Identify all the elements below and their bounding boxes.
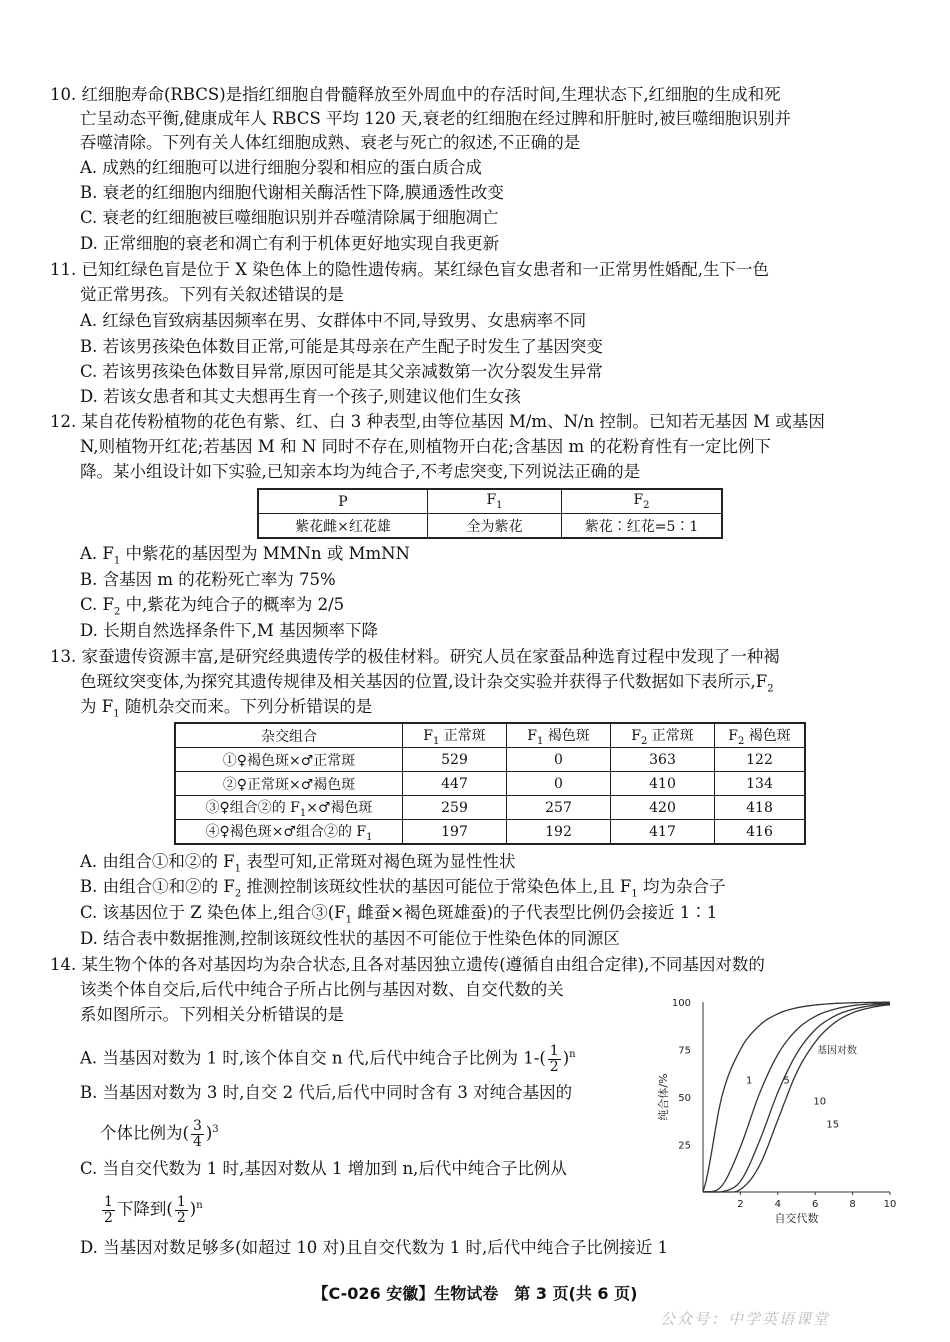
- table-header-cell: $F_1$ 褐色斑: [507, 723, 611, 748]
- table-cell: 259: [403, 796, 507, 820]
- table-cell: 410: [611, 772, 715, 796]
- x-tick-label: 4: [774, 1199, 781, 1210]
- q14-stem-line-2: 该类个体自交后,后代中纯合子所占比例与基因对数、自交代数的关: [80, 980, 564, 999]
- q14-option-c-line-2: $\frac{1}{2}$ 下降到( $\frac{1}{2}$ )$^n$: [104, 1193, 203, 1226]
- x-axis-label: 自交代数: [774, 1212, 819, 1225]
- q13-option-a: A. 由组合①和②的 $F_1$ 表型可知,正常斑对褐色斑为显性性状: [80, 852, 516, 875]
- q14-option-b-line-1: B. 当基因对数为 3 时,自交 2 代后,后代中同时含有 3 对纯合基因的: [80, 1083, 573, 1102]
- table-row: [175, 820, 805, 845]
- series-line-10: [703, 1004, 890, 1192]
- table-row: [175, 748, 805, 772]
- fraction: $\frac{1}{2}$: [104, 1193, 113, 1226]
- chart-labels: [656, 998, 896, 1225]
- y-axis-label: 纯合体/%: [657, 1073, 670, 1121]
- table-header-cell: 杂交组合: [175, 723, 403, 748]
- q10-stem-line-1: 10. 红细胞寿命(RBCS)是指红细胞自骨髓释放至外周血中的存活时间,生理状态下,红细胞的生成和死: [50, 85, 781, 104]
- chart-axes: [703, 1002, 890, 1195]
- table-row: [258, 514, 722, 539]
- q13-option-b: B. 由组合①和②的 $F_2$ 推测控制该斑纹性状的基因可能位于常染色体上,且 $F_1$ 均为杂合子: [80, 877, 726, 900]
- q14-option-c-line-1: C. 当自交代数为 1 时,基因对数从 1 增加到 n,后代中纯合子比例从: [80, 1159, 567, 1178]
- q12-option-d: D. 长期自然选择条件下,M 基因频率下降: [80, 621, 379, 640]
- q10-option-c: C. 衰老的红细胞被巨噬细胞识别并吞噬清除属于细胞凋亡: [80, 208, 499, 227]
- table-header-cell: $F_2$ 褐色斑: [715, 723, 806, 748]
- y-tick-label: 50: [678, 1093, 691, 1104]
- series-line-5: [703, 1003, 890, 1192]
- q10-option-b: B. 衰老的红细胞内细胞代谢相关酶活性下降,膜通透性改变: [80, 183, 504, 202]
- series-label: 15: [826, 1119, 840, 1131]
- q12-option-a: A. $F_1$ 中紫花的基因型为 MMNn 或 MmNN: [80, 544, 410, 567]
- table-row: [175, 772, 805, 796]
- q14-option-d: D. 当基因对数足够多(如超过 10 对)且自交代数为 1 时,后代中纯合子比例接近 1: [80, 1238, 668, 1257]
- x-tick-label: 10: [883, 1199, 897, 1210]
- series-line-15: [703, 1005, 890, 1192]
- fraction: $\frac{3}{4}$: [192, 1117, 202, 1150]
- q12-table: [257, 488, 723, 539]
- table-cell: 紫花雌×红花雄: [258, 514, 428, 539]
- y-tick-label: 100: [671, 998, 691, 1009]
- table-cell: ①♀褐色斑×♂正常斑: [175, 748, 403, 772]
- table-header-cell: $F_1$ 正常斑: [403, 723, 507, 748]
- series-label: 10: [813, 1096, 827, 1108]
- q10-option-d: D. 正常细胞的衰老和凋亡有利于机体更好地实现自我更新: [80, 234, 500, 253]
- q14-stem-line-1: 14. 某生物个体的各对基因均为杂合状态,且各对基因独立遗传(遵循自由组合定律),不同基因对数的: [50, 955, 765, 974]
- table-cell: 192: [507, 820, 611, 845]
- q11-option-b: B. 若该男孩染色体数目正常,可能是其母亲在产生配子时发生了基因突变: [80, 337, 603, 356]
- x-tick-label: 8: [849, 1199, 856, 1210]
- table-cell: 447: [403, 772, 507, 796]
- table-header-row: [175, 723, 805, 748]
- table-cell: 418: [715, 796, 806, 820]
- q12-stem-line-3: 降。某小组设计如下实验,已知亲本均为纯合子,不考虑突变,下列说法正确的是: [80, 462, 641, 481]
- table-cell: ②♀正常斑×♂褐色斑: [175, 772, 403, 796]
- q12-stem-line-1: 12. 某自花传粉植物的花色有紫、红、白 3 种表型,由等位基因 M/m、N/n 控制。已知若无基因 M 或基因: [50, 412, 825, 431]
- table-header-cell: $F_2$ 正常斑: [611, 723, 715, 748]
- q13-option-d: D. 结合表中数据推测,控制该斑纹性状的基因不可能位于性染色体的同源区: [80, 929, 620, 948]
- page-footer: 【C-026 安徽】生物试卷 第 3 页(共 6 页): [312, 1284, 638, 1303]
- q13-stem-line-2: 色斑纹突变体,为探究其遗传规律及相关基因的位置,设计杂交实验并获得子代数据如下表所示$,F_2$: [80, 672, 774, 695]
- q13-option-c: C. 该基因位于 Z 染色体上,组合$③(F_1$ 雌蚕×褐色斑雄蚕)的子代表型比例仍会接近 1∶1: [80, 903, 718, 926]
- table-cell: 197: [403, 820, 507, 845]
- table-cell: 0: [507, 772, 611, 796]
- q12-option-b: B. 含基因 m 的花粉死亡率为 75%: [80, 570, 336, 589]
- table-cell: ③♀组合②的 $F_1\times♂$褐色斑: [175, 796, 403, 820]
- q11-stem-line-1: 11. 已知红绿色盲是位于 X 染色体上的隐性遗传病。某红绿色盲女患者和一正常男性婚配,生下一色: [50, 260, 769, 279]
- q12-option-c: C. $F_2$ 中,紫花为纯合子的概率为 2/5: [80, 595, 345, 618]
- table-cell: 363: [611, 748, 715, 772]
- table-cell: 417: [611, 820, 715, 845]
- table-header-row: [258, 489, 722, 514]
- q11-option-a: A. 红绿色盲致病基因频率在男、女群体中不同,导致男、女患病率不同: [80, 311, 587, 330]
- q10-option-a: A. 成熟的红细胞可以进行细胞分裂和相应的蛋白质合成: [80, 158, 482, 177]
- table-cell: 257: [507, 796, 611, 820]
- q14-stem-line-3: 系如图所示。下列相关分析错误的是: [80, 1005, 344, 1024]
- table-cell: 529: [403, 748, 507, 772]
- table-cell: 122: [715, 748, 806, 772]
- legend-title: 基因对数: [817, 1045, 858, 1057]
- table-header-cell: $F_2$: [562, 489, 723, 514]
- series-label: 5: [783, 1075, 790, 1087]
- table-cell: 紫花∶红花=5∶1: [562, 514, 723, 539]
- q10-stem-line-3: 吞噬清除。下列有关人体红细胞成熟、衰老与死亡的叙述,不正确的是: [80, 133, 581, 152]
- fraction: $\frac{1}{2}$: [549, 1042, 559, 1075]
- homozygote-chart: [655, 985, 900, 1225]
- q13-stem-line-3: 为 $F_1$ 随机杂交而来。下列分析错误的是: [80, 697, 373, 720]
- fraction: $\frac{1}{2}$: [176, 1193, 186, 1226]
- q14-option-b-line-2: 个体比例为( $\frac{3}{4}$ )$^3$: [100, 1117, 219, 1150]
- q11-stem-line-2: 觉正常男孩。下列有关叙述错误的是: [80, 285, 344, 304]
- table-cell: 420: [611, 796, 715, 820]
- q13-stem-line-1: 13. 家蚕遗传资源丰富,是研究经典遗传学的极佳材料。研究人员在家蚕品种选育过程中发现了一种褐: [50, 647, 780, 666]
- q12-stem-line-2: N,则植物开红花;若基因 M 和 N 同时不存在,则植物开白花;含基因 m 的花粉育性有一定比例下: [80, 437, 771, 456]
- q10-stem-line-2: 亡呈动态平衡,健康成年人 RBCS 平均 120 天,衰老的红细胞在经过脾和肝脏时,被巨噬细胞识别并: [80, 109, 791, 128]
- chart-series-group: [703, 1002, 890, 1192]
- x-tick-label: 2: [737, 1199, 744, 1210]
- table-cell: 0: [507, 748, 611, 772]
- table-header-cell: P: [258, 489, 428, 514]
- table-cell: 416: [715, 820, 806, 845]
- table-cell: ④♀褐色斑×♂组合②的 $F_1$: [175, 820, 403, 845]
- y-tick-label: 75: [678, 1045, 691, 1057]
- q11-option-d: D. 若该女患者和其丈夫想再生育一个孩子,则建议他们生女孩: [80, 387, 521, 406]
- y-tick-label: 25: [678, 1140, 691, 1152]
- x-tick-label: 6: [812, 1199, 819, 1210]
- q13-table: [174, 722, 806, 845]
- q11-option-c: C. 若该男孩染色体数目异常,原因可能是其父亲减数第一次分裂发生异常: [80, 362, 603, 381]
- q14-option-a: A. 当基因对数为 1 时,该个体自交 n 代,后代中纯合子比例为 1-( $\frac{1}{2}$ )$^n$: [80, 1042, 576, 1075]
- table-cell: 134: [715, 772, 806, 796]
- series-label: 1: [746, 1075, 753, 1087]
- table-cell: 全为紫花: [428, 514, 562, 539]
- watermark: 公众号：中学英语课堂: [660, 1310, 831, 1328]
- table-row: [175, 796, 805, 820]
- table-header-cell: $F_1$: [428, 489, 562, 514]
